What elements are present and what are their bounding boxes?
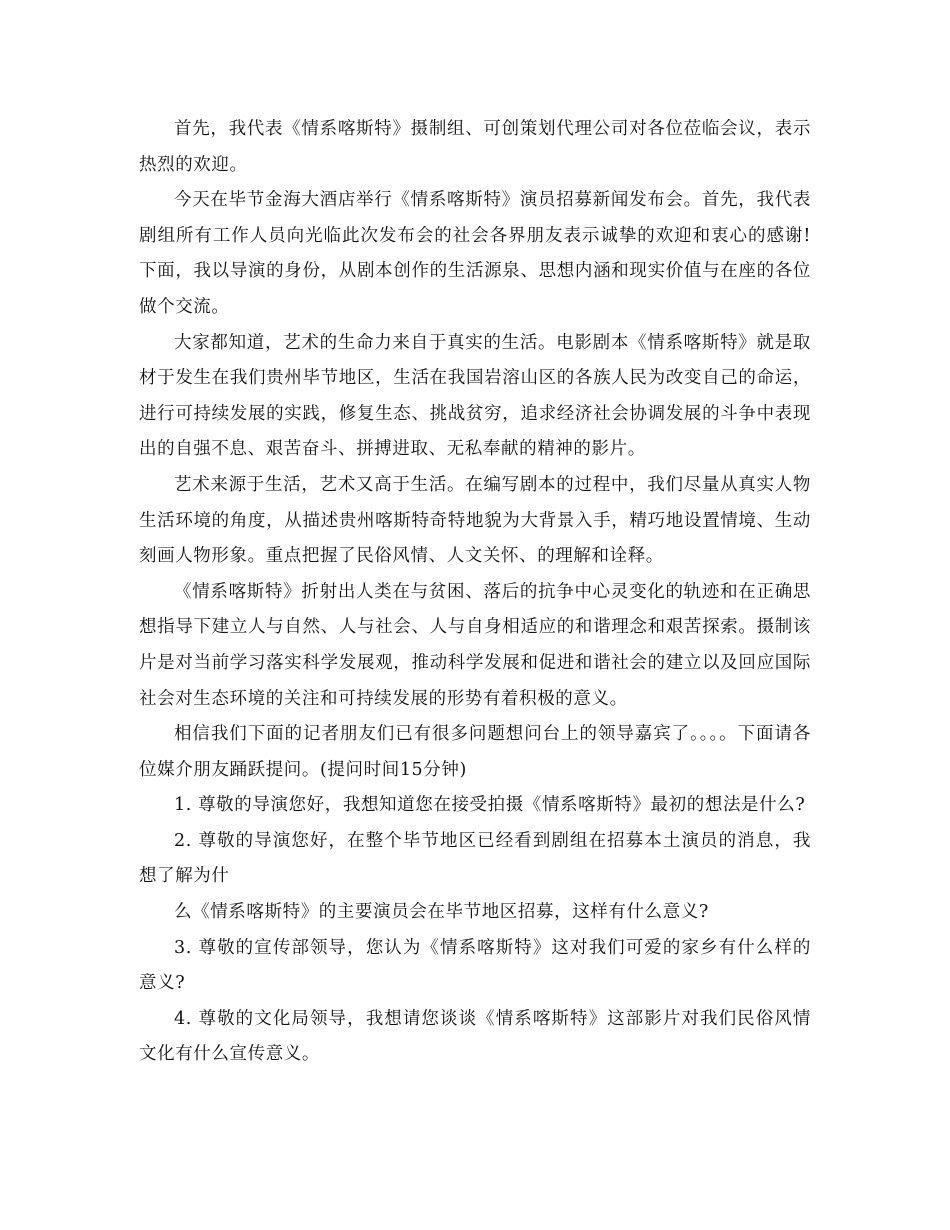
question-2-continued: 么《情系喀斯特》的主要演员会在毕节地区招募，这样有什么意义?: [174, 902, 709, 923]
question-1: 1. 尊敬的导演您好，我想知道您在接受拍摄《情系喀斯特》最初的想法是什么?: [174, 795, 806, 816]
question-4: 4. 尊敬的文化局领导，我想请您谈谈《情系喀斯特》这部影片对我们民俗风情文化有什么宣传意义。: [139, 1008, 811, 1065]
paragraph-question-invitation: 相信我们下面的记者朋友们已有很多问题想问台上的领导嘉宾了。。。。下面请各位媒介朋友踊跃提问。(提问时间15分钟): [139, 724, 811, 780]
question-2: 2. 尊敬的导演您好，在整个毕节地区已经看到剧组在招募本土演员的消息，我想了解为什: [139, 830, 811, 887]
paragraph-art-from-life: 大家都知道，艺术的生命力来自于真实的生活。电影剧本《情系喀斯特》就是取材于发生在我们贵州毕节地区，生活在我国岩溶山区的各族人民为改变自己的命运，进行可持续发展的实践，修复生态、挑战贫穷，追求经济社会协调发展的斗争中表现出的自强不息、艰苦奋斗、拼搏进取、无私奉献的精神的影片。: [139, 332, 811, 460]
paragraph-script-writing: 艺术来源于生活，艺术又高于生活。在编写剧本的过程中，我们尽量从真实人物生活环境的角度，从描述贵州喀斯特奇特地貌为大背景入手，精巧地设置情境、生动刻画人物形象。重点把握了民俗风情、人文关怀、的理解和诠释。: [139, 474, 811, 567]
paragraph-welcome: 首先，我代表《情系喀斯特》摄制组、可创策划代理公司对各位莅临会议，表示热烈的欢迎。: [139, 119, 811, 175]
paragraph-film-significance: 《情系喀斯特》折射出人类在与贫困、落后的抗争中心灵变化的轨迹和在正确思想指导下建立人与自然、人与社会、人与自身相适应的和谐理念和艰苦探索。摄制该片是对当前学习落实科学发展观，推动科学发展和促进和谐社会的建立以及回应国际社会对生态环境的关注和可持续发展的形势有着积极的意义。: [139, 581, 811, 709]
paragraph-press-conference: 今天在毕节金海大酒店举行《情系喀斯特》演员招募新闻发布会。首先，我代表剧组所有工作人员向光临此次发布会的社会各界朋友表示诚挚的欢迎和衷心的感谢!下面，我以导演的身份，从剧本创作的生活源泉、思想内涵和现实价值与在座的各位做个交流。: [139, 190, 811, 317]
document-body: [139, 112, 811, 1073]
question-3: 3. 尊敬的宣传部领导，您认为《情系喀斯特》这对我们可爱的家乡有什么样的意义?: [139, 937, 811, 994]
